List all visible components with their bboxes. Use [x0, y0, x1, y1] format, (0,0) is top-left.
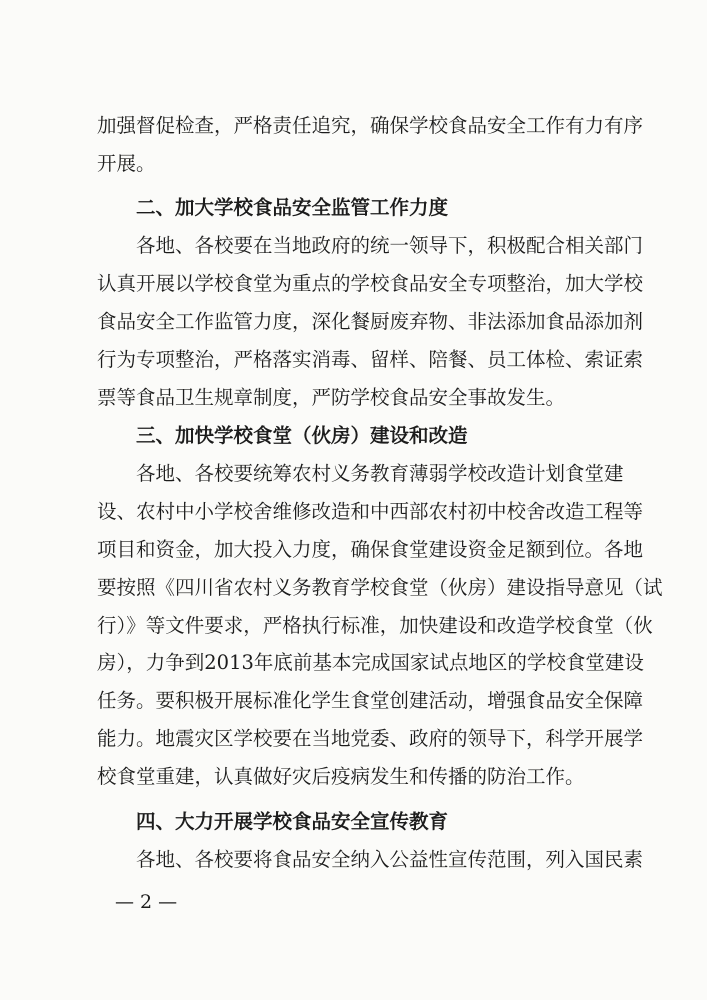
body-line: 行为专项整治，严格落实消毒、留样、陪餐、员工体检、索证索: [97, 348, 644, 371]
section-heading: 三、加快学校食堂（伙房）建设和改造: [136, 424, 468, 447]
paragraph-last-line: 校食堂重建，认真做好灾后疫病发生和传播的防治工作。: [97, 765, 585, 788]
section-heading: 四、大力开展学校食品安全宣传教育: [136, 810, 449, 833]
page-number: — 2 —: [115, 891, 178, 913]
paragraph-last-line: 票等食品卫生规章制度，严防学校食品安全事故发生。: [97, 386, 566, 409]
body-line: 房），力争到2013年底前基本完成国家试点地区的学校食堂建设: [97, 651, 644, 674]
body-line: 任务。要积极开展标准化学生食堂创建活动，增强食品安全保障: [97, 689, 644, 712]
paragraph-first-line: 各地、各校要在当地政府的统一领导下，积极配合相关部门: [136, 234, 644, 257]
paragraph-first-line: 各地、各校要统筹农村义务教育薄弱学校改造计划食堂建: [136, 462, 624, 485]
body-line: 项目和资金，加大投入力度，确保食堂建设资金足额到位。各地: [97, 538, 644, 561]
body-line: 加强督促检查，严格责任追究，确保学校食品安全工作有力有序: [97, 114, 644, 137]
body-line: 行）》等文件要求，严格执行标准，加快建设和改造学校食堂（伙: [97, 614, 653, 637]
body-line: 食品安全工作监管力度，深化餐厨废弃物、非法添加食品添加剂: [97, 310, 644, 333]
paragraph-first-line: 各地、各校要将食品安全纳入公益性宣传范围，列入国民素: [136, 848, 644, 871]
body-line: 能力。地震灾区学校要在当地党委、政府的领导下，科学开展学: [97, 727, 644, 750]
body-line: 设、农村中小学校舍维修改造和中西部农村初中校舍改造工程等: [97, 500, 644, 523]
paragraph-last-line: 开展。: [97, 152, 156, 175]
section-heading: 二、加大学校食品安全监管工作力度: [136, 196, 449, 219]
body-line: 认真开展以学校食堂为重点的学校食品安全专项整治，加大学校: [97, 272, 644, 295]
body-line: 要按照《四川省农村义务教育学校食堂（伙房）建设指导意见（试: [97, 576, 663, 599]
